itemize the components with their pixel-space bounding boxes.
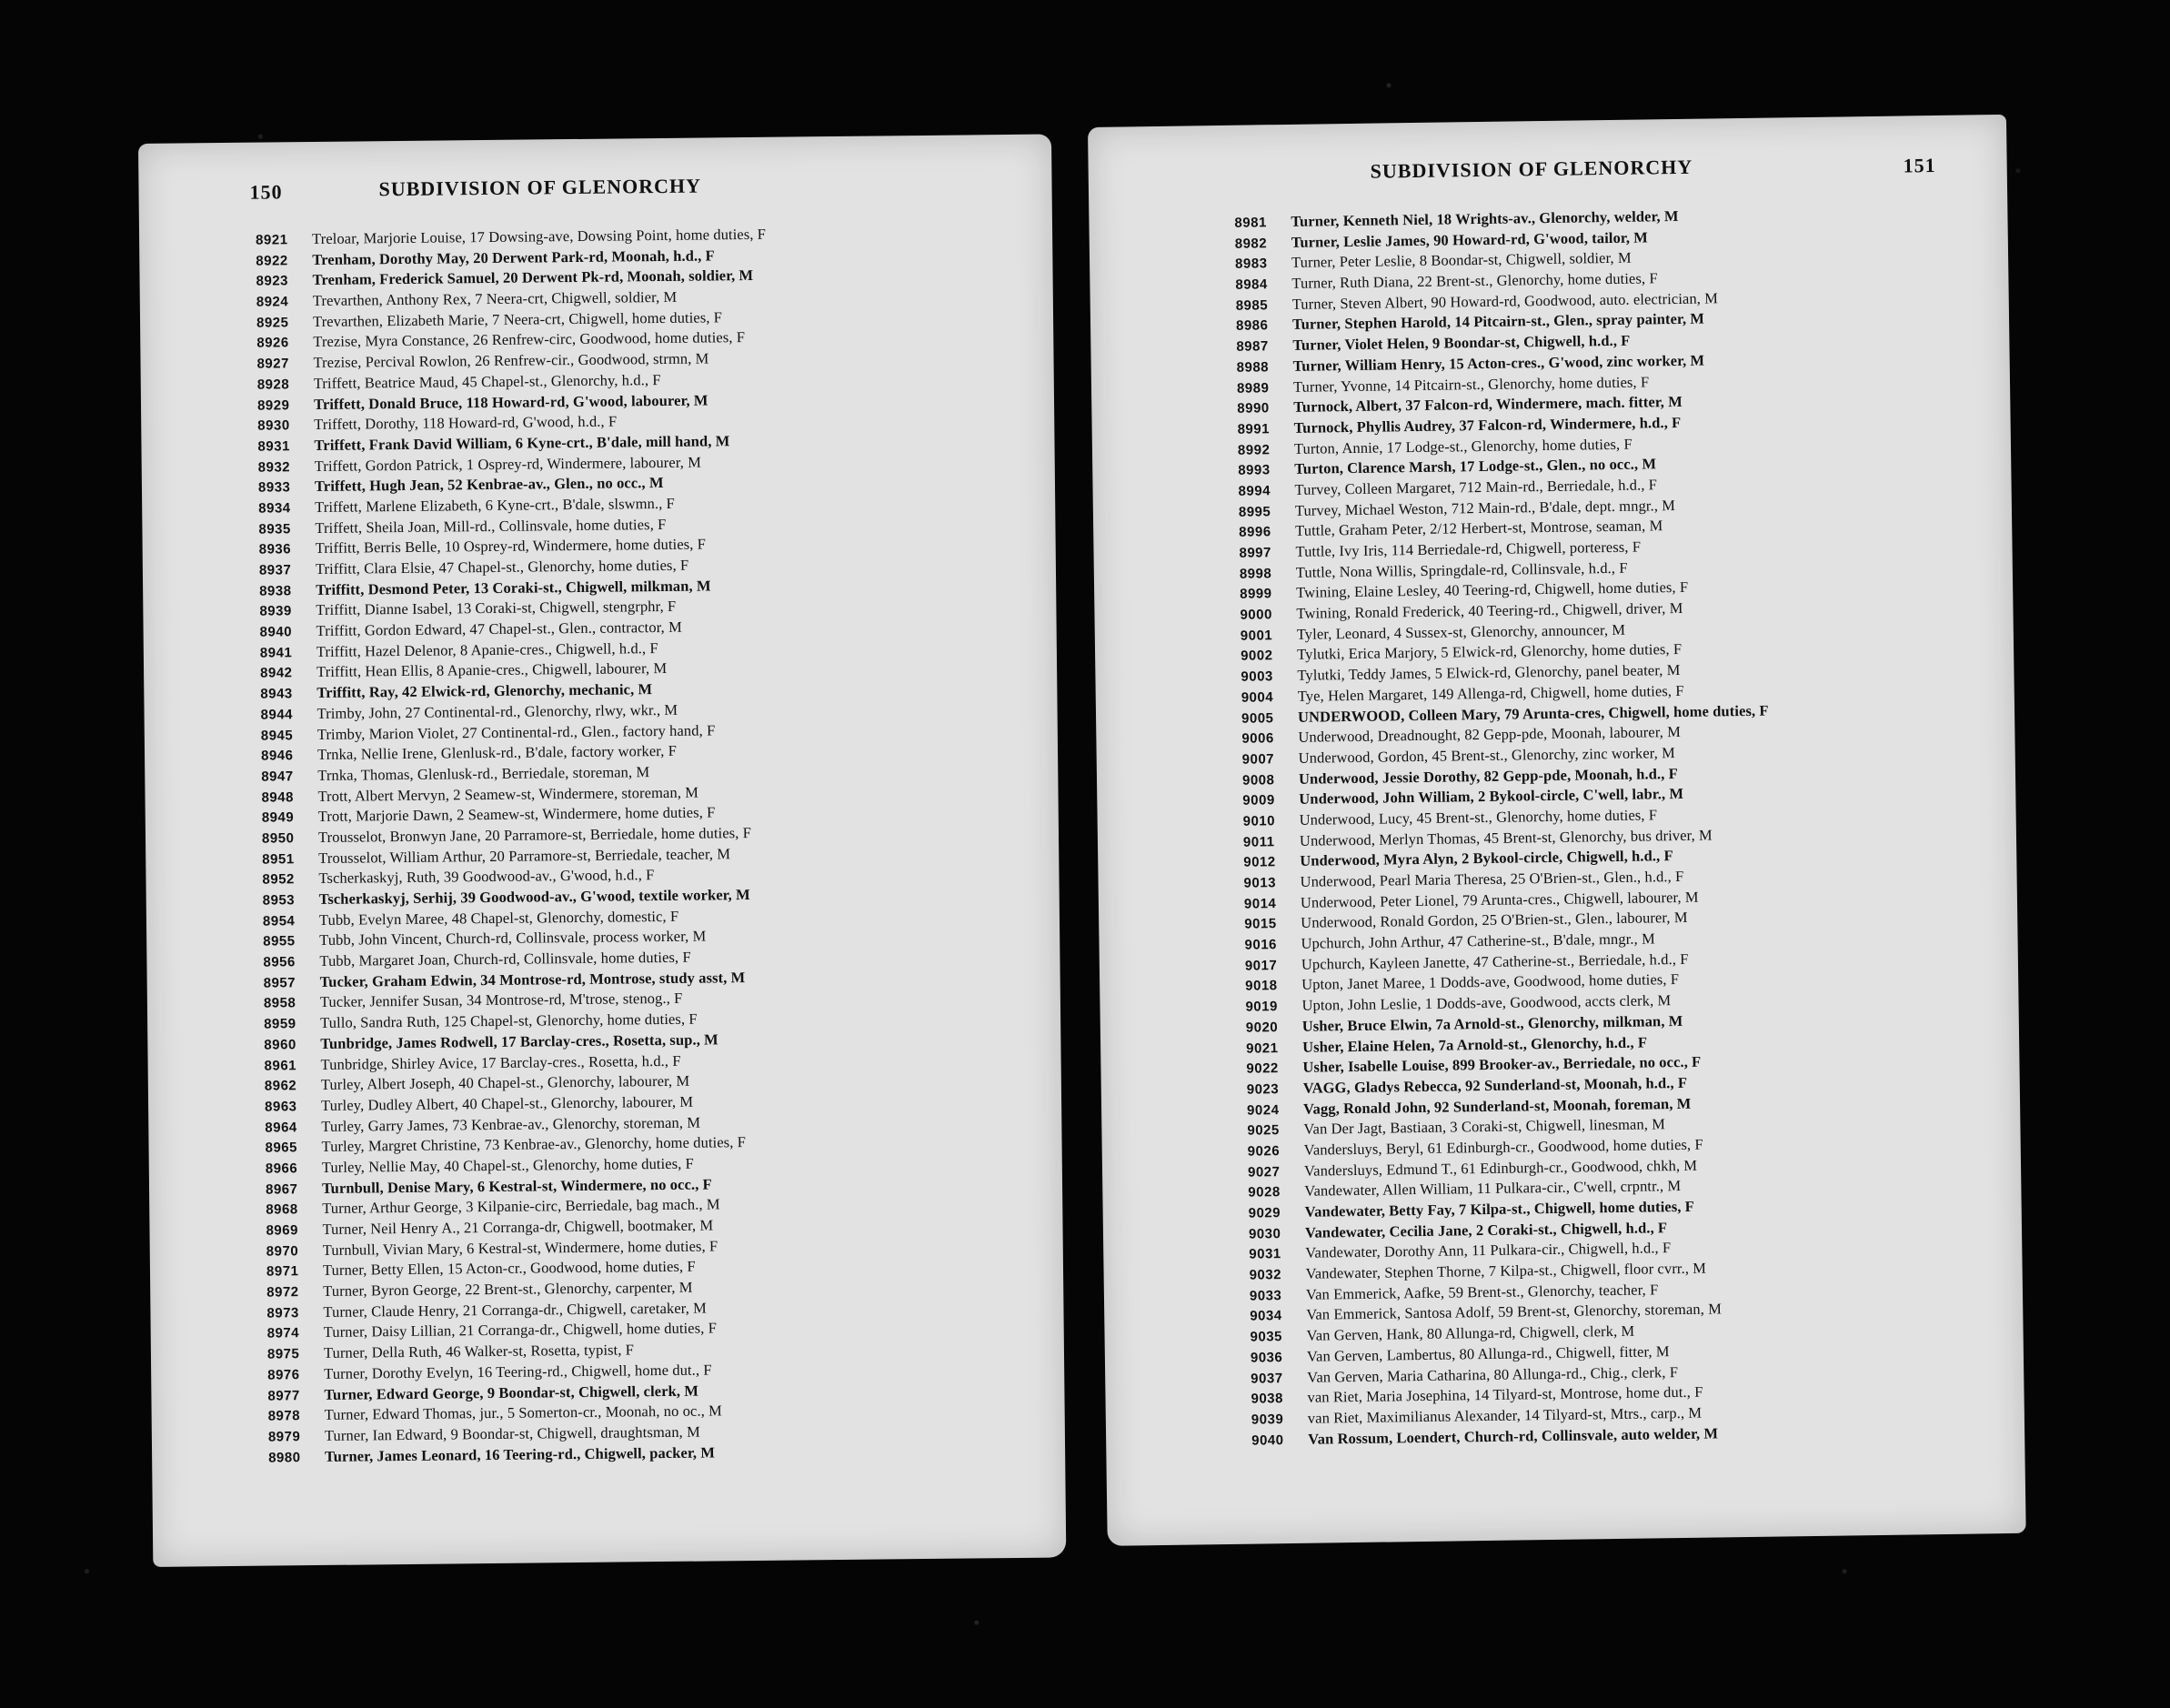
entry-text: Usher, Bruce Elwin, 7a Arnold-st., Glenorchy, milkman, M xyxy=(1301,1011,1683,1035)
entry-number: 8922 xyxy=(256,252,288,269)
entry-number: 8925 xyxy=(256,315,289,331)
entry-number: 9032 xyxy=(1249,1267,1282,1283)
entry-number: 8938 xyxy=(259,582,292,599)
entry-number: 9029 xyxy=(1248,1205,1281,1221)
entry-text: Van Gerven, Lambertus, 80 Allunga-rd., Chigwell, fitter, M xyxy=(1306,1342,1670,1365)
entry-text: Tubb, John Vincent, Church-rd, Collinsvale, process worker, M xyxy=(319,927,707,949)
entry-number: 8921 xyxy=(256,232,288,248)
entry-text: Triffitt, Clara Elsie, 47 Chapel-st., Glenorchy, home duties, F xyxy=(315,556,689,578)
entry-text: van Riet, Maximilianus Alexander, 14 Tilyard-st, Mtrs., carp., M xyxy=(1307,1403,1703,1427)
page-header xyxy=(138,166,1051,213)
entry-text: Trenham, Frederick Samuel, 20 Derwent Pk-rd, Moonah, soldier, M xyxy=(312,266,754,289)
entry-number: 8999 xyxy=(1240,586,1272,603)
entry-text: Triffett, Sheila Joan, Mill-rd., Collinsvale, home duties, F xyxy=(315,515,667,537)
entry-number: 9038 xyxy=(1251,1391,1284,1407)
entry-number: 8959 xyxy=(264,1016,296,1032)
entry-text: Upchurch, John Arthur, 47 Catherine-st., B'dale, mngr., M xyxy=(1301,929,1655,952)
entry-number: 8968 xyxy=(266,1201,298,1218)
entry-text: Trnka, Nellie Irene, Glenlusk-rd., B'dale, factory worker, F xyxy=(316,742,678,764)
entry-text: Underwood, John William, 2 Bykool-circle, C'well, labr., M xyxy=(1299,785,1684,809)
entry-text: Trezise, Percival Rowlon, 26 Renfrew-cir., Goodwood, strmn, M xyxy=(313,349,709,372)
page-title: SUBDIVISION OF GLENORCHY xyxy=(1370,155,1693,183)
entry-number: 9026 xyxy=(1247,1143,1281,1160)
entry-number: 9004 xyxy=(1241,689,1274,706)
entry-number: 8943 xyxy=(260,686,293,702)
entry-text: Turner, Arthur George, 3 Kilpanie-circ, Berriedale, bag mach., M xyxy=(322,1195,720,1218)
entry-text: Turner, Yvonne, 14 Pitcairn-st., Glenorchy, home duties, F xyxy=(1292,372,1650,396)
entry-text: Upton, John Leslie, 1 Dodds-ave, Goodwood, accts clerk, M xyxy=(1301,991,1672,1014)
entry-number: 8934 xyxy=(258,500,291,517)
entry-text: Turner, Steven Albert, 90 Howard-rd, Goodwood, auto. electrician, M xyxy=(1291,289,1719,313)
entry-number: 8926 xyxy=(256,335,289,352)
entry-text: Trousselot, William Arthur, 20 Parramore-st, Berriedale, teacher, M xyxy=(318,844,731,867)
entry-text: Triffitt, Dianne Isabel, 13 Coraki-st, Chigwell, stengrphr, F xyxy=(316,598,677,619)
entry-text: UNDERWOOD, Colleen Mary, 79 Arunta-cres, Chigwell, home duties, F xyxy=(1297,701,1769,726)
entry-number: 8998 xyxy=(1239,565,1272,582)
entry-number: 8923 xyxy=(256,273,289,290)
entry-text: Turvey, Colleen Margaret, 712 Main-rd., Berriedale, h.d., F xyxy=(1294,476,1658,498)
entry-number: 9020 xyxy=(1245,1019,1279,1036)
entry-text: Underwood, Jessie Dorothy, 82 Gepp-pde, Moonah, h.d., F xyxy=(1298,764,1678,788)
entry-number: 9028 xyxy=(1248,1184,1281,1201)
entry-text: Underwood, Gordon, 45 Brent-st., Glenorchy, zinc worker, M xyxy=(1298,743,1675,767)
entry-number: 9009 xyxy=(1242,792,1275,809)
entry-number: 8987 xyxy=(1236,338,1269,355)
entry-text: Van Der Jagt, Bastiaan, 3 Coraki-st, Chigwell, linesman, M xyxy=(1303,1115,1666,1139)
entry-text: Turner, Leslie James, 90 Howard-rd, G'wood, tailor, M xyxy=(1291,228,1649,251)
entry-text: Triffitt, Desmond Peter, 13 Coraki-st., Chigwell, milkman, M xyxy=(316,577,711,598)
entry-number: 8988 xyxy=(1236,359,1270,376)
elector-list xyxy=(1234,202,2006,1451)
entry-number: 9025 xyxy=(1247,1122,1280,1139)
entry-number: 8942 xyxy=(260,665,293,682)
left-page xyxy=(138,134,1066,1566)
entry-number: 8964 xyxy=(265,1119,297,1136)
entry-text: Vandewater, Stephen Thorne, 7 Kilpa-st., Chigwell, floor cvrr., M xyxy=(1305,1259,1707,1282)
entry-text: Underwood, Merlyn Thomas, 45 Brent-st, Glenorchy, bus driver, M xyxy=(1299,826,1713,849)
entry-number: 9012 xyxy=(1243,854,1276,870)
entry-text: Twining, Ronald Frederick, 40 Teering-rd., Chigwell, driver, M xyxy=(1296,598,1683,622)
entry-text: Tunbridge, James Rodwell, 17 Barclay-cres., Rosetta, sup., M xyxy=(320,1030,718,1052)
entry-number: 8939 xyxy=(259,603,292,620)
entry-number: 8958 xyxy=(263,995,296,1012)
entry-text: Tylutki, Erica Marjory, 5 Elwick-rd, Glenorchy, home duties, F xyxy=(1296,640,1683,664)
entry-text: Tubb, Evelyn Maree, 48 Chapel-st, Glenorchy, domestic, F xyxy=(318,907,679,929)
entry-number: 9000 xyxy=(1240,607,1272,623)
entry-number: 9005 xyxy=(1241,709,1274,727)
entry-text: Turley, Margret Christine, 73 Kenbrae-av., Glenorchy, home duties, F xyxy=(321,1133,747,1156)
entry-number: 8965 xyxy=(265,1140,298,1156)
entry-number: 9035 xyxy=(1250,1329,1283,1345)
entry-number: 8961 xyxy=(264,1057,297,1074)
entry-number: 8933 xyxy=(257,479,291,496)
entry-text: Triffett, Donald Bruce, 118 Howard-rd, G'wood, labourer, M xyxy=(313,390,708,413)
entry-text: Trimby, Marion Violet, 27 Continental-rd., Glen., factory hand, F xyxy=(316,720,716,743)
entry-text: Tscherkaskyj, Serhij, 39 Goodwood-av., G'wood, textile worker, M xyxy=(318,886,750,908)
entry-number: 8978 xyxy=(267,1408,301,1424)
entry-text: Turley, Nellie May, 40 Chapel-st., Glenorchy, home duties, F xyxy=(321,1154,694,1176)
entry-number: 8969 xyxy=(266,1222,298,1239)
entry-number: 9030 xyxy=(1248,1225,1281,1242)
entry-number: 8931 xyxy=(257,438,290,455)
entry-number: 8986 xyxy=(1235,317,1269,335)
entry-text: Turley, Garry James, 73 Kenbrae-av., Glenorchy, storeman, M xyxy=(321,1113,701,1135)
entry-number: 8927 xyxy=(256,356,290,372)
entry-text: Vandewater, Dorothy Ann, 11 Pulkara-cir., Chigwell, h.d., F xyxy=(1305,1239,1672,1262)
entry-number: 8930 xyxy=(257,417,290,434)
entry-text: Van Rossum, Loendert, Church-rd, Collinsvale, auto welder, M xyxy=(1308,1424,1719,1448)
entry-text: Underwood, Peter Lionel, 79 Arunta-cres., Chigwell, labourer, M xyxy=(1300,888,1699,911)
entry-number: 8977 xyxy=(267,1387,300,1404)
entry-number: 8951 xyxy=(262,850,295,868)
entry-text: Van Gerven, Hank, 80 Allunga-rd, Chigwell, clerk, M xyxy=(1306,1321,1635,1344)
entry-number: 9037 xyxy=(1251,1370,1283,1387)
entry-text: Vagg, Ronald John, 92 Sunderland-st, Moonah, foreman, M xyxy=(1302,1094,1692,1118)
entry-text: Triffett, Frank David William, 6 Kyne-crt., B'dale, mill hand, M xyxy=(314,432,730,454)
entry-text: Tuttle, Ivy Iris, 114 Berriedale-rd, Chigwell, porteress, F xyxy=(1295,538,1642,560)
entry-text: Turnbull, Denise Mary, 6 Kestral-st, Windermere, no occ., F xyxy=(321,1175,712,1197)
entry-text: Tuttle, Nona Willis, Springdale-rd, Collinsvale, h.d., F xyxy=(1295,558,1628,581)
entry-number: 8935 xyxy=(258,520,291,538)
entry-number: 9017 xyxy=(1244,957,1278,974)
entry-text: Underwood, Dreadnought, 82 Gepp-pde, Moonah, labourer, M xyxy=(1298,723,1682,747)
entry-text: Turner, Neil Henry A., 21 Corranga-dr, Chigwell, bootmaker, M xyxy=(322,1216,714,1238)
entry-text: Tucker, Jennifer Susan, 34 Montrose-rd, M'trose, stenog., F xyxy=(319,990,683,1011)
entry-number: 8941 xyxy=(259,645,293,661)
entry-text: van Riet, Maria Josephina, 14 Tilyard-st, Montrose, home dut., F xyxy=(1307,1382,1703,1406)
entry-number: 9018 xyxy=(1245,978,1278,995)
entry-number: 8945 xyxy=(260,727,294,744)
entry-number: 8997 xyxy=(1239,545,1272,561)
entry-text: Turner, Peter Leslie, 8 Boondar-st, Chigwell, soldier, M xyxy=(1291,249,1632,272)
entry-number: 9036 xyxy=(1250,1349,1283,1366)
entry-text: Tylutki, Teddy James, 5 Elwick-rd, Glenorchy, panel beater, M xyxy=(1297,661,1681,684)
entry-text: Triffett, Gordon Patrick, 1 Osprey-rd, Windermere, labourer, M xyxy=(314,453,702,475)
entry-text: Turnbull, Vivian Mary, 6 Kestral-st, Windermere, home duties, F xyxy=(322,1237,718,1259)
entry-number: 8990 xyxy=(1237,400,1270,417)
entry-number: 9003 xyxy=(1241,668,1273,685)
page-number: 151 xyxy=(1903,153,1936,177)
entry-text: Triffitt, Ray, 42 Elwick-rd, Glenorchy, mechanic, M xyxy=(316,680,653,702)
entry-text: Trott, Marjorie Dawn, 2 Seamew-st, Windermere, home duties, F xyxy=(317,803,716,826)
entry-text: Turner, Stephen Harold, 14 Pitcairn-st., Glen., spray painter, M xyxy=(1291,309,1705,334)
entry-number: 8950 xyxy=(261,830,295,847)
entry-text: Turner, Dorothy Evelyn, 16 Teering-rd., Chigwell, home dut., F xyxy=(324,1361,712,1382)
entry-text: Triffett, Marlene Elizabeth, 6 Kyne-crt., B'dale, slswmn., F xyxy=(315,494,676,516)
entry-number: 9027 xyxy=(1247,1163,1281,1181)
entry-number: 8937 xyxy=(258,562,292,578)
entry-number: 9031 xyxy=(1249,1246,1281,1263)
entry-number: 8994 xyxy=(1238,483,1271,499)
entry-text: Turner, William Henry, 15 Acton-cres., G'wood, zinc worker, M xyxy=(1292,351,1705,375)
entry-text: Turner, Edward Thomas, jur., 5 Somerton-cr., Moonah, no oc., M xyxy=(324,1402,722,1424)
entry-number: 8993 xyxy=(1238,462,1271,478)
entry-text: Turner, Ruth Diana, 22 Brent-st., Glenorchy, home duties, F xyxy=(1291,269,1658,292)
entry-text: Trousselot, Bronwyn Jane, 20 Parramore-st, Berriedale, home duties, F xyxy=(317,823,752,846)
entry-text: Triffitt, Hazel Delenor, 8 Apanie-cres., Chigwell, h.d., F xyxy=(316,638,658,660)
entry-number: 9040 xyxy=(1251,1432,1284,1449)
entry-text: Triffitt, Berris Belle, 10 Osprey-rd, Windermere, home duties, F xyxy=(315,535,707,558)
entry-number: 8940 xyxy=(259,624,293,640)
entry-text: Vandersluys, Edmund T., 61 Edinburgh-cr., Goodwood, chkh, M xyxy=(1303,1156,1698,1180)
entry-text: Upchurch, Kayleen Janette, 47 Catherine-st., Berriedale, h.d., F xyxy=(1301,949,1689,973)
entry-text: Underwood, Ronald Gordon, 25 O'Brien-st., Glen., labourer, M xyxy=(1301,909,1688,932)
entry-number: 8953 xyxy=(262,892,296,909)
entry-number: 9021 xyxy=(1246,1040,1279,1057)
entry-text: Tscherkaskyj, Ruth, 39 Goodwood-av., G'wood, h.d., F xyxy=(318,866,655,888)
entry-number: 8955 xyxy=(263,933,296,949)
entry-number: 8932 xyxy=(257,458,291,476)
entry-text: Turner, Claude Henry, 21 Corranga-dr., Chigwell, caretaker, M xyxy=(323,1299,707,1321)
entry-text: VAGG, Gladys Rebecca, 92 Sunderland-st, Moonah, h.d., F xyxy=(1302,1073,1688,1097)
page-title: SUBDIVISION OF GLENORCHY xyxy=(378,174,702,201)
entry-number: 8948 xyxy=(261,789,294,806)
entry-number: 8974 xyxy=(266,1325,300,1342)
page-header xyxy=(1089,147,2007,196)
entry-text: Turner, Daisy Lillian, 21 Corranga-dr., Chigwell, home duties, F xyxy=(323,1319,718,1341)
entry-number: 8928 xyxy=(256,377,290,393)
entry-number: 9016 xyxy=(1244,937,1278,953)
entry-text: Turner, Ian Edward, 9 Boondar-st, Chigwell, draughtsman, M xyxy=(324,1422,700,1444)
entry-number: 8936 xyxy=(258,541,292,558)
entry-number: 9013 xyxy=(1243,875,1277,891)
entry-number: 8981 xyxy=(1234,215,1267,231)
entry-number: 9008 xyxy=(1241,771,1275,789)
entry-text: Triffitt, Hean Ellis, 8 Apanie-cres., Chigwell, labourer, M xyxy=(316,659,668,681)
entry-text: Usher, Isabelle Louise, 899 Brooker-av., Berriedale, no occ., F xyxy=(1302,1052,1702,1076)
entry-number: 9002 xyxy=(1241,648,1273,665)
entry-text: Turner, Edward George, 9 Boondar-st, Chigwell, clerk, M xyxy=(324,1381,699,1403)
entry-text: Trevarthen, Elizabeth Marie, 7 Neera-crt, Chigwell, home duties, F xyxy=(312,308,723,330)
entry-text: Triffett, Beatrice Maud, 45 Chapel-st., Glenorchy, h.d., F xyxy=(313,370,661,392)
entry-text: Underwood, Pearl Maria Theresa, 25 O'Brien-st., Glen., h.d., F xyxy=(1300,867,1684,890)
entry-text: Tyler, Leonard, 4 Sussex-st, Glenorchy, announcer, M xyxy=(1296,620,1626,643)
entry-text: Turner, Violet Helen, 9 Boondar-st, Chigwell, h.d., F xyxy=(1292,331,1631,355)
entry-number: 9014 xyxy=(1243,895,1277,912)
page-number: 150 xyxy=(249,180,283,204)
entry-text: Turton, Annie, 17 Lodge-st., Glenorchy, home duties, F xyxy=(1293,435,1633,457)
entry-text: Triffett, Dorothy, 118 Howard-rd, G'wood, h.d., F xyxy=(314,412,618,434)
entry-number: 8963 xyxy=(265,1099,297,1115)
entry-text: Turner, Kenneth Niel, 18 Wrights-av., Glenorchy, welder, M xyxy=(1291,206,1679,230)
entry-number: 8995 xyxy=(1238,503,1271,520)
entry-number: 8996 xyxy=(1239,524,1271,541)
entry-text: Twining, Elaine Lesley, 40 Teering-rd, Chigwell, home duties, F xyxy=(1296,578,1689,602)
entry-number: 8944 xyxy=(260,707,294,723)
entry-text: Van Gerven, Maria Catharina, 80 Allunga-rd., Chig., clerk, F xyxy=(1307,1362,1679,1386)
entry-text: Tuttle, Graham Peter, 2/12 Herbert-st, Montrose, seaman, M xyxy=(1295,517,1663,540)
entry-number: 9007 xyxy=(1241,751,1275,768)
entry-text: Vandersluys, Beryl, 61 Edinburgh-cr., Goodwood, home duties, F xyxy=(1303,1135,1703,1159)
entry-number: 8971 xyxy=(266,1263,299,1280)
entry-text: Tunbridge, Shirley Avice, 17 Barclay-cres., Rosetta, h.d., F xyxy=(320,1051,681,1073)
entry-number: 8947 xyxy=(261,769,294,785)
entry-text: Turnock, Albert, 37 Falcon-rd, Windermere, mach. fitter, M xyxy=(1293,393,1683,417)
entry-number: 8954 xyxy=(262,912,296,929)
entry-text: Tucker, Graham Edwin, 34 Montrose-rd, Montrose, study asst, M xyxy=(319,968,746,990)
entry-text: Trevarthen, Anthony Rex, 7 Neera-crt, Chigwell, soldier, M xyxy=(312,287,678,310)
entry-text: Turnock, Phyllis Audrey, 37 Falcon-rd, Windermere, h.d., F xyxy=(1293,413,1682,437)
entry-number: 9023 xyxy=(1246,1081,1280,1098)
entry-number: 9019 xyxy=(1245,999,1279,1015)
entry-text: Triffett, Hugh Jean, 52 Kenbrae-av., Glen., no occ., M xyxy=(314,474,664,496)
entry-text: Usher, Elaine Helen, 7a Arnold-st., Glenorchy, h.d., F xyxy=(1302,1033,1648,1056)
entry-text: Triffitt, Gordon Edward, 47 Chapel-st., Glen., contractor, M xyxy=(316,618,682,640)
entry-text: Underwood, Lucy, 45 Brent-st., Glenorchy, home duties, F xyxy=(1299,806,1658,829)
entry-number: 9024 xyxy=(1246,1101,1280,1119)
entry-number: 9039 xyxy=(1251,1412,1284,1428)
entry-text: Turton, Clarence Marsh, 17 Lodge-st., Glen., no occ., M xyxy=(1294,455,1657,478)
entry-text: Treloar, Marjorie Louise, 17 Dowsing-ave, Dowsing Point, home duties, F xyxy=(312,225,767,248)
entry-text: Tullo, Sandra Ruth, 125 Chapel-st, Glenorchy, home duties, F xyxy=(320,1010,698,1032)
entry-text: Tubb, Margaret Joan, Church-rd, Collinsvale, home duties, F xyxy=(319,948,691,970)
entry-number: 8929 xyxy=(256,397,290,414)
entry-text: Turley, Dudley Albert, 40 Chapel-st., Glenorchy, labourer, M xyxy=(320,1092,694,1114)
entry-number: 9011 xyxy=(1242,833,1275,850)
entry-text: Turvey, Michael Weston, 712 Main-rd., B'dale, dept. mngr., M xyxy=(1294,496,1676,519)
entry-number: 8970 xyxy=(266,1242,299,1260)
entry-text: Vandewater, Betty Fay, 7 Kilpa-st., Chigwell, home duties, F xyxy=(1304,1197,1695,1221)
entry-number: 8980 xyxy=(268,1449,301,1466)
entry-text: Van Emmerick, Santosa Adolf, 59 Brent-st, Glenorchy, storeman, M xyxy=(1306,1300,1723,1324)
entry-number: 8960 xyxy=(264,1037,296,1053)
entry-number: 8979 xyxy=(267,1429,301,1445)
entry-text: Vandewater, Allen William, 11 Pulkara-cir., C'well, crpntr., M xyxy=(1304,1177,1682,1201)
entry-number: 8962 xyxy=(264,1078,297,1094)
entry-text: Tye, Helen Margaret, 149 Allenga-rd, Chigwell, home duties, F xyxy=(1297,681,1684,705)
entry-text: Trezise, Myra Constance, 26 Renfrew-circ, Goodwood, home duties, F xyxy=(313,328,746,351)
entry-number: 8985 xyxy=(1235,297,1269,314)
entry-number: 9001 xyxy=(1240,627,1273,644)
entry-number: 8972 xyxy=(266,1284,299,1301)
elector-list xyxy=(256,222,1050,1468)
entry-number: 8946 xyxy=(260,748,294,764)
entry-text: Upton, Janet Maree, 1 Dodds-ave, Goodwood, home duties, F xyxy=(1301,970,1680,994)
entry-number: 9022 xyxy=(1246,1060,1279,1077)
entry-text: Turley, Albert Joseph, 40 Chapel-st., Glenorchy, labourer, M xyxy=(320,1071,690,1094)
entry-number: 8982 xyxy=(1234,235,1268,252)
entry-number: 8973 xyxy=(266,1304,299,1321)
entry-text: Vandewater, Cecilia Jane, 2 Coraki-st., Chigwell, h.d., F xyxy=(1304,1218,1668,1241)
entry-number: 8949 xyxy=(261,809,295,826)
right-page xyxy=(1088,115,2026,1546)
entry-number: 8952 xyxy=(262,871,295,888)
entry-number: 8989 xyxy=(1236,379,1270,397)
entry-number: 8924 xyxy=(256,294,289,310)
entry-number: 8991 xyxy=(1237,421,1271,437)
entry-number: 8984 xyxy=(1235,276,1268,293)
entry-number: 8966 xyxy=(265,1160,298,1177)
entry-number: 8956 xyxy=(263,954,296,970)
entry-number: 8967 xyxy=(265,1181,298,1198)
entry-number: 9010 xyxy=(1242,813,1276,829)
entry-number: 8975 xyxy=(266,1346,300,1362)
entry-text: Trott, Albert Mervyn, 2 Seamew-st, Windermere, storeman, M xyxy=(317,783,699,805)
entry-text: Trenham, Dorothy May, 20 Derwent Park-rd, Moonah, h.d., F xyxy=(312,246,715,268)
entry-text: Turner, James Leonard, 16 Teering-rd., Chigwell, packer, M xyxy=(325,1443,716,1465)
entry-text: Trimby, John, 27 Continental-rd., Glenorchy, rlwy, wkr., M xyxy=(316,700,678,722)
entry-text: Turner, Byron George, 22 Brent-st., Glenorchy, carpenter, M xyxy=(323,1278,693,1301)
entry-number: 8992 xyxy=(1237,441,1271,458)
entry-number: 9034 xyxy=(1250,1308,1282,1325)
entry-text: Trnka, Thomas, Glenlusk-rd., Berriedale, storeman, M xyxy=(317,763,650,784)
entry-text: Van Emmerick, Aafke, 59 Brent-st., Glenorchy, teacher, F xyxy=(1305,1281,1659,1303)
entry-number: 9015 xyxy=(1244,916,1277,933)
entry-text: Underwood, Myra Alyn, 2 Bykool-circle, Chigwell, h.d., F xyxy=(1300,847,1673,870)
entry-number: 9033 xyxy=(1249,1287,1282,1304)
entry-text: Turner, Della Ruth, 46 Walker-st, Rosetta, typist, F xyxy=(323,1341,635,1362)
entry-text: Turner, Betty Ellen, 15 Acton-cr., Goodwood, home duties, F xyxy=(322,1258,696,1280)
entry-number: 8957 xyxy=(263,974,296,991)
entry-number: 9006 xyxy=(1241,730,1274,747)
entry-number: 8983 xyxy=(1235,256,1268,273)
entry-number: 8976 xyxy=(267,1367,300,1383)
